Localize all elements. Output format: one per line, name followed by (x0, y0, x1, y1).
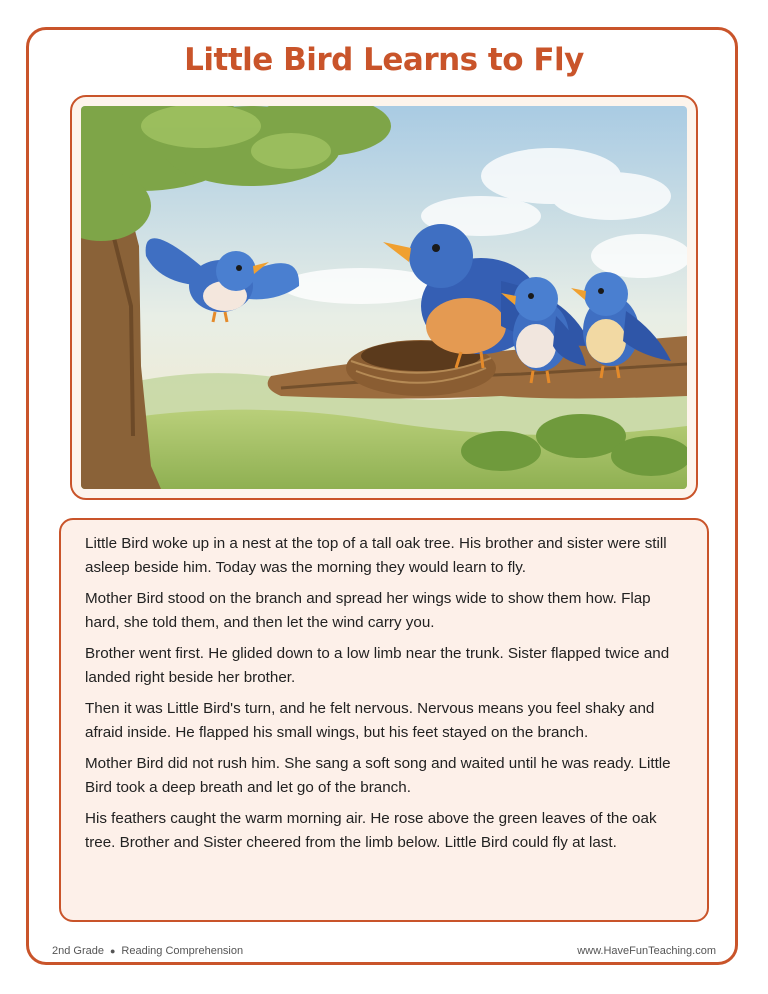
footer-separator-icon: ● (109, 946, 116, 956)
story-paragraph-3: Brother went first. He glided down to a low limb near the trunk. Sister flapped twice and landed right beside her brother. (85, 645, 670, 686)
story-paragraph-6: His feathers caught the warm morning air. He rose above the green leaves of the oak tree. Brother and Sister cheered from the limb below. Little Bird could fly at last. (85, 810, 657, 851)
footer-grade: 2nd Grade (52, 945, 104, 957)
story-paragraph-4: Then it was Little Bird's turn, and he felt nervous. Nervous means you feel shaky and afraid inside. He flapped his small wings, but his feet stayed on the branch. (85, 700, 655, 741)
story-text-box (59, 518, 709, 922)
footer-subject: Reading Comprehension (121, 945, 244, 957)
footer-website: www.HaveFunTeaching.com (577, 945, 716, 957)
birds-on-branch-illustration (81, 106, 687, 489)
story-paragraph-5: Mother Bird did not rush him. She sang a soft song and waited until he was ready. Little Bird took a deep breath and let go of the branch. (85, 755, 671, 796)
illustration-frame (70, 95, 698, 500)
story-paragraph-1: Little Bird woke up in a nest at the top of a tall oak tree. His brother and sister were still asleep beside him. Today was the morning they would learn to fly. (85, 535, 667, 576)
worksheet-title: Little Bird Learns to Fly (184, 42, 584, 78)
story-paragraph-2: Mother Bird stood on the branch and spread her wings wide to show them how. Flap hard, she told them, and then let the wind carry you. (85, 590, 651, 631)
footer-grade-subject (52, 945, 243, 957)
